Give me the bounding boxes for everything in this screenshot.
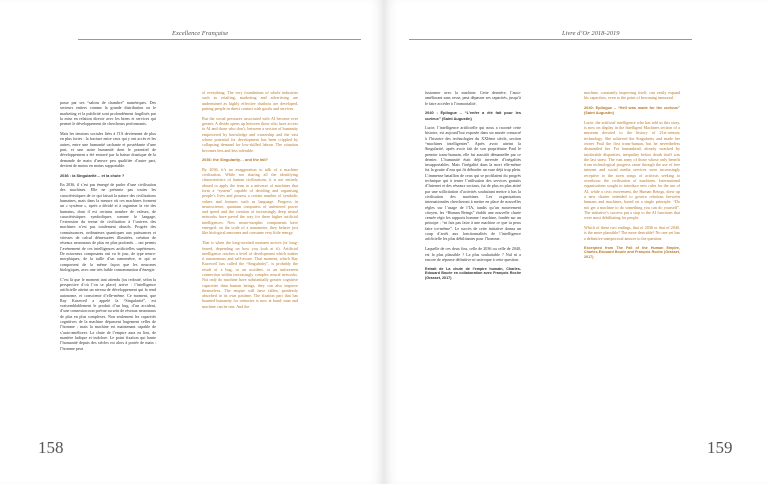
source-caption: Excerpted from The Fall of the Human Empire, Charles-Edouard Bouée and François Roche (Grasset, 2017): [584, 245, 680, 260]
paragraph: C’est là que le moment tant attendu (ou redouté, selon la perspective d’où l’on se place) arrive : l’intelligence artificielle atteint un niveau de développement qui la rend autonome, et consciente d’elle-même. Ce moment, que Ray Kurzweil a appelé la “Singularité”, est vraisemblablement le produit d’un bug, d’un accident, d’une connexion non prévue au sein de réseaux neuronaux de plus en plus complexes. Non seulement les capacités cognitives de la machine dépassent largement celles de l’homme ; mais la machine est maintenant capable de s’auto-améliorer. La chute de l’empire aura eu lieu, de manière ludique et indolore. Le point fixation qui hante l’humanité depuis des siècles est alors à portée de main : l’homme peut: [60, 276, 156, 351]
paragraph: Lucie, the artificial intelligence who has told us this story, is now on display in the Intelligent Machines section of a museum devoted to the history of 21st-century technology. She achieved the Singularity and made her owner Paul the first trans-human, but he nevertheless dismantled her. For humankind, already wracked by intolerable disparities, inequality before death itself was the last straw. The vast army of those whose only benefit from technological progress came through the use of free internet and social media services were increasingly receptive to the siren songs of activists seeking to overthrow the civilisation of machines. International organisations sought to introduce new rules for the use of AI, while a civic movement, the Human Beings, drew up a new charter intended to govern relations between humans and machines, based on a single principle: “Do not get a machine to do something you can do yourself”. The initiative’s success put a stop to the AI functions that were most debilitating for people.: [584, 119, 680, 221]
paragraph: Lucie, l’intelligence artificielle qui nous a raconté cette histoire, est aujourd’hui exposée dans un musée consacré à l’histoire des technologies du XXIème siècle, section “machines intelligentes”. Après avoir atteint la Singularité, après avoir fait de son propriétaire Paul le premier trans-humain, elle fut aussitôt démantelée par ce dernier. L’humanité était déjà inversée d’inégalités insupportables. Mais l’inégalité dans la mort elle-même fut la goutte d’eau qui fit déborder un vase déjà trop plein. L’immense bataillon de ceux qui se profilaient du progrès technique qui à tenter l’utilisation des services gratuits d’Internet et des réseaux sociaux, fut de plus en plus attiré par une sollicitation d’activités souhaitant mettre à bas la civilisation des machines. Les organisations internationales chercheront à mettre en place de nouvelles règles sur l’usage de l’IA, tandis qu’un mouvement citoyen, les “Human Beings” établit une nouvelle charte censée régir les rapports homme / machine, fondée sur un principe : “ni fais pas faire à une machine ce que tu peux faire toi-même”. Le succès de cette initiative donna un coup d’arrêt aux fonctionnalités de l’intelligence artificielle les plus débilitantes pour l’homme.: [425, 125, 521, 242]
section-heading: 2036 : la Singularité… et la chute ?: [60, 172, 125, 178]
right-running-header: Livre d’Or 2018-2019: [562, 30, 620, 37]
paragraph: By 2036, it’s no exaggeration to talk of a machine civilization. While not sharing all the identifying characteristics of human civilizations, it is not entirely absurd to apply the term to a universe of machines that form a “system” capable of deciding and organising people’s lives and possess a certain number of symbolic values and features such as language. Progress in neuroscience, quantum computers of unfettered power and speed and the creation of increasingly deep neural networks have paved the way for these higher artificial intelligences. New neuro-morphic components have emerged: on the scale of a nanometre, they behave just like biological neurones and consume very little energy.: [202, 166, 298, 236]
left-english-column: [202, 90, 298, 422]
left-running-header: Excellence Française: [172, 30, 229, 37]
paragraph: Mais les tensions sociales liées à l’IA deviennent de plus en plus fortes : la fracture entre ceux qui y ont accès et les autres, entre une humanité cachante et possédante d’une part, et une autre humanité dont le potentiel de développement a été entravé par la baisse drastique de la demande de main d’œuvre peu qualifiée d’autre part, devient de moins en moins supportable.: [60, 131, 156, 168]
left-header-rule: [78, 39, 361, 40]
section-heading: 2040 : Épilogue – “L’enfer a été fait pour les curieux” (Saint Augustin): [425, 110, 521, 121]
paragraph: fusionner avec la machine. Cette dernière, l’auto-améliorant sans cesse, peut dépasser ses capacités, jusqu’à le faire accéder à l’immortalité.: [425, 90, 521, 106]
right-page: [384, 0, 768, 484]
paragraph: En 2036, il s’est pas émergé de parler d’une civilisation des machines. Elle ne présente pas toutes les caractéristiques de ce qui faisait la nature des civilisations humaines, mais dans la mesure où ces machines forment un « système », après a décidé et à organiser la vie des humains, dont il est certains nombre de valeurs, de caractéristiques symboliques comme le langage, l’extension du terme de civilisation à l’univers des machines n’est pas totalement abusifs. Progrès des connaissances, ordinateurs quantiques aux puissances et vitesses de calcul démesurées illimitées, création de réseaux neuronaux de plus en plus profonds… ont permis l’avènement de ces intelligences artificielles supérieures. De nouveaux composants ont vu le jour, de type neuro-morphiques, de la taille d’un nanomètre, et qui se comportent de la même façon que les neurones biologiques, avec une très faible consommation d’énergie.: [60, 182, 156, 272]
right-header-rule: [409, 39, 692, 40]
source-caption: Extrait de La chute de l’empire humain, Charles-Edouard Bouée en collaboration avec François Roche (Grasset, 2017): [425, 266, 521, 281]
paragraph: Laquelle de ces deux fins, celle de 2036 ou celle de 2040, est la plus plausible ? La plus souhaitable ? Nul ni a encore de réponse définitive ni univoque à cette question.: [425, 246, 521, 262]
paragraph: passe par ses “salons de chambre” numériques. Des secteurs entiers comme la grande distribution ou le marketing et la publicité sont profondément fragilisés par la mise en relation directe avec les biens et services qui permet le développement de chercheurs performants.: [60, 100, 156, 127]
paragraph: That is when the long-awaited moment arrives (or long-feared, depending on how you look at it). Artificial intelligence reaches a level of development which makes it autonomous and self-aware. That moment, which Ray Kurzweil has called the “Singularity”, is probably the result of a bug, or an accident, or an unforeseen connection within increasingly complex neural networks. Not only do machine have substantially greater cognitive capacities than human beings, they can also improve themselves. The empire will have fallen, painlessly absorbed in its own pastime. The fixation part that has haunted humanity for centuries is now at hand: man and machine can be one. And the: [202, 240, 298, 309]
paragraph: machine, constantly improving itself, can vastly expand his capacities, even to the point of becoming immortal.: [584, 90, 680, 101]
paragraph: Which of these two endings, that of 2036 or that of 2040, is the more plausible? The more desirable? No one yet has a definitive unequivocal answer to the question.: [584, 225, 680, 241]
section-heading: 2036: the Singularity… and the fall?: [202, 157, 268, 163]
paragraph: of everything. The very foundations of whole industries such as retailing, marketing and advertising are undermined as highly effective chatbots are developed, putting people in direct contact with goods and services.: [202, 90, 298, 111]
section-heading: 2040: Epilogue – “Hell was made for the curious” (Saint Augustin): [584, 105, 680, 116]
left-page-number: 158: [38, 438, 64, 457]
paragraph: But the social pressures associated with AI become ever greater. A divide opens up between those who have access to AI and those who don’t, between a section of humanity empowered by knowledge and ownership and the vast whose potential for development has been crippled by collapsing demand for low-skilled labour. The situation becomes less and less tolerable.: [202, 115, 298, 153]
right-french-column: [425, 90, 521, 380]
right-english-column: [584, 90, 680, 350]
right-page-number: 159: [707, 438, 733, 457]
left-french-column: [60, 100, 156, 422]
